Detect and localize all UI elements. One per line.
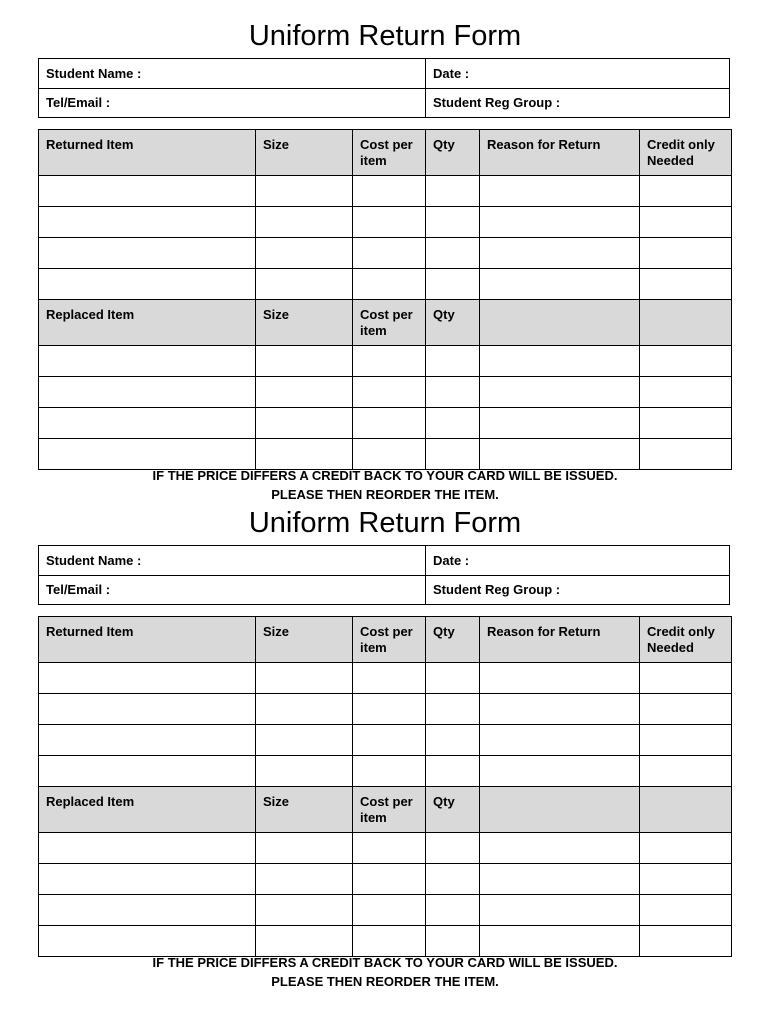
cell-reason[interactable] [480, 176, 640, 207]
cell-size[interactable] [256, 895, 353, 926]
cell-returned-item[interactable] [39, 176, 256, 207]
date-label: Date : [433, 553, 470, 568]
cell-cost[interactable] [353, 238, 426, 269]
cell-cost[interactable] [353, 895, 426, 926]
cell-returned-item[interactable] [39, 269, 256, 300]
cell-qty[interactable] [426, 346, 480, 377]
cell-size[interactable] [256, 346, 353, 377]
header-qty: Qty [426, 300, 480, 346]
cell-qty[interactable] [426, 439, 480, 470]
student-info-box [38, 545, 730, 605]
returned-item-row [39, 238, 732, 269]
returned-header-row [39, 130, 732, 176]
header-blank [640, 787, 732, 833]
cell-blank[interactable] [480, 864, 640, 895]
price-difference-notice [0, 953, 770, 991]
cell-qty[interactable] [426, 238, 480, 269]
price-difference-notice [0, 466, 770, 504]
info-row-2 [39, 88, 729, 117]
tel-email-label: Tel/Email : [46, 95, 111, 110]
notice-line-2: PLEASE THEN REORDER THE ITEM. [271, 974, 499, 989]
header-cost-per-item: Cost per item [353, 300, 426, 346]
cell-cost[interactable] [353, 207, 426, 238]
cell-qty[interactable] [426, 694, 480, 725]
header-reason-for-return: Reason for Return [480, 130, 640, 176]
cell-qty[interactable] [426, 895, 480, 926]
cell-blank[interactable] [640, 439, 732, 470]
items-table [38, 616, 732, 957]
cell-qty[interactable] [426, 408, 480, 439]
reg-group-label: Student Reg Group : [433, 582, 561, 597]
cell-credit[interactable] [640, 207, 732, 238]
cell-blank[interactable] [640, 895, 732, 926]
cell-qty[interactable] [426, 207, 480, 238]
cell-blank[interactable] [640, 346, 732, 377]
cell-credit[interactable] [640, 725, 732, 756]
replaced-item-row [39, 439, 732, 470]
cell-replaced-item[interactable] [39, 408, 256, 439]
cell-size[interactable] [256, 926, 353, 957]
header-blank [480, 300, 640, 346]
form-title: Uniform Return Form [248, 20, 522, 52]
cell-size[interactable] [256, 207, 353, 238]
cell-size[interactable] [256, 408, 353, 439]
cell-credit[interactable] [640, 756, 732, 787]
info-row-2 [39, 575, 729, 604]
returned-item-row [39, 725, 732, 756]
cell-size[interactable] [256, 663, 353, 694]
cell-returned-item[interactable] [39, 663, 256, 694]
cell-cost[interactable] [353, 756, 426, 787]
cell-qty[interactable] [426, 269, 480, 300]
cell-credit[interactable] [640, 663, 732, 694]
cell-blank[interactable] [480, 833, 640, 864]
cell-qty[interactable] [426, 926, 480, 957]
cell-credit[interactable] [640, 269, 732, 300]
cell-credit[interactable] [640, 176, 732, 207]
cell-blank[interactable] [480, 895, 640, 926]
cell-blank[interactable] [640, 408, 732, 439]
cell-replaced-item[interactable] [39, 377, 256, 408]
cell-qty[interactable] [426, 377, 480, 408]
returned-item-row [39, 694, 732, 725]
header-blank [640, 300, 732, 346]
student-name-label: Student Name : [46, 66, 142, 81]
cell-cost[interactable] [353, 864, 426, 895]
cell-blank[interactable] [480, 377, 640, 408]
cell-cost[interactable] [353, 926, 426, 957]
replaced-header-row [39, 300, 732, 346]
cell-replaced-item[interactable] [39, 864, 256, 895]
cell-replaced-item[interactable] [39, 833, 256, 864]
cell-reason[interactable] [480, 694, 640, 725]
replaced-item-row [39, 833, 732, 864]
returned-header-row [39, 617, 732, 663]
cell-qty[interactable] [426, 725, 480, 756]
returned-item-row [39, 663, 732, 694]
header-size: Size [256, 787, 353, 833]
tel-email-label: Tel/Email : [46, 582, 111, 597]
cell-cost[interactable] [353, 725, 426, 756]
cell-replaced-item[interactable] [39, 895, 256, 926]
header-returned-item: Returned Item [39, 130, 256, 176]
cell-cost[interactable] [353, 833, 426, 864]
student-info-box [38, 58, 730, 118]
header-size: Size [256, 130, 353, 176]
header-qty: Qty [426, 130, 480, 176]
cell-size[interactable] [256, 694, 353, 725]
cell-cost[interactable] [353, 408, 426, 439]
cell-blank[interactable] [640, 864, 732, 895]
cell-cost[interactable] [353, 176, 426, 207]
cell-blank[interactable] [480, 926, 640, 957]
cell-cost[interactable] [353, 663, 426, 694]
cell-size[interactable] [256, 176, 353, 207]
replaced-item-row [39, 377, 732, 408]
header-replaced-item: Replaced Item [39, 787, 256, 833]
cell-credit[interactable] [640, 694, 732, 725]
student-name-label: Student Name : [46, 553, 142, 568]
cell-blank[interactable] [480, 346, 640, 377]
header-reason-for-return: Reason for Return [480, 617, 640, 663]
reg-group-label: Student Reg Group : [433, 95, 561, 110]
info-divider [425, 59, 426, 117]
items-table [38, 129, 732, 470]
info-row-1 [39, 546, 729, 576]
cell-qty[interactable] [426, 176, 480, 207]
cell-size[interactable] [256, 756, 353, 787]
cell-size[interactable] [256, 377, 353, 408]
header-cost-per-item: Cost per item [353, 130, 426, 176]
cell-returned-item[interactable] [39, 756, 256, 787]
cell-blank[interactable] [640, 833, 732, 864]
cell-size[interactable] [256, 439, 353, 470]
header-replaced-item: Replaced Item [39, 300, 256, 346]
cell-replaced-item[interactable] [39, 439, 256, 470]
cell-size[interactable] [256, 833, 353, 864]
cell-cost[interactable] [353, 694, 426, 725]
header-qty: Qty [426, 787, 480, 833]
cell-qty[interactable] [426, 864, 480, 895]
info-row-1 [39, 59, 729, 89]
replaced-item-row [39, 864, 732, 895]
header-qty: Qty [426, 617, 480, 663]
header-cost-per-item: Cost per item [353, 617, 426, 663]
cell-size[interactable] [256, 864, 353, 895]
cell-qty[interactable] [426, 756, 480, 787]
cell-blank[interactable] [640, 377, 732, 408]
cell-replaced-item[interactable] [39, 346, 256, 377]
date-label: Date : [433, 66, 470, 81]
header-size: Size [256, 617, 353, 663]
header-returned-item: Returned Item [39, 617, 256, 663]
cell-blank[interactable] [480, 408, 640, 439]
cell-reason[interactable] [480, 663, 640, 694]
cell-cost[interactable] [353, 439, 426, 470]
cell-replaced-item[interactable] [39, 926, 256, 957]
cell-blank[interactable] [480, 439, 640, 470]
notice-line-2: PLEASE THEN REORDER THE ITEM. [271, 487, 499, 502]
cell-cost[interactable] [353, 269, 426, 300]
cell-returned-item[interactable] [39, 238, 256, 269]
cell-cost[interactable] [353, 377, 426, 408]
cell-size[interactable] [256, 238, 353, 269]
notice-line-1: IF THE PRICE DIFFERS A CREDIT BACK TO YOUR CARD WILL BE ISSUED. [152, 468, 618, 483]
replaced-header-row [39, 787, 732, 833]
cell-qty[interactable] [426, 833, 480, 864]
replaced-item-row [39, 926, 732, 957]
cell-qty[interactable] [426, 663, 480, 694]
cell-size[interactable] [256, 269, 353, 300]
cell-reason[interactable] [480, 756, 640, 787]
header-blank [480, 787, 640, 833]
cell-size[interactable] [256, 725, 353, 756]
replaced-item-row [39, 346, 732, 377]
cell-blank[interactable] [640, 926, 732, 957]
cell-returned-item[interactable] [39, 694, 256, 725]
notice-line-1: IF THE PRICE DIFFERS A CREDIT BACK TO YOUR CARD WILL BE ISSUED. [152, 955, 618, 970]
cell-reason[interactable] [480, 269, 640, 300]
cell-reason[interactable] [480, 207, 640, 238]
returned-item-row [39, 207, 732, 238]
returned-item-row [39, 176, 732, 207]
info-divider [425, 546, 426, 604]
cell-reason[interactable] [480, 725, 640, 756]
cell-credit[interactable] [640, 238, 732, 269]
cell-reason[interactable] [480, 238, 640, 269]
returned-item-row [39, 756, 732, 787]
replaced-item-row [39, 408, 732, 439]
cell-returned-item[interactable] [39, 207, 256, 238]
returned-item-row [39, 269, 732, 300]
cell-cost[interactable] [353, 346, 426, 377]
header-cost-per-item: Cost per item [353, 787, 426, 833]
replaced-item-row [39, 895, 732, 926]
header-credit-only-needed: Credit only Needed [640, 617, 732, 663]
header-credit-only-needed: Credit only Needed [640, 130, 732, 176]
cell-returned-item[interactable] [39, 725, 256, 756]
form-title: Uniform Return Form [248, 507, 522, 539]
header-size: Size [256, 300, 353, 346]
